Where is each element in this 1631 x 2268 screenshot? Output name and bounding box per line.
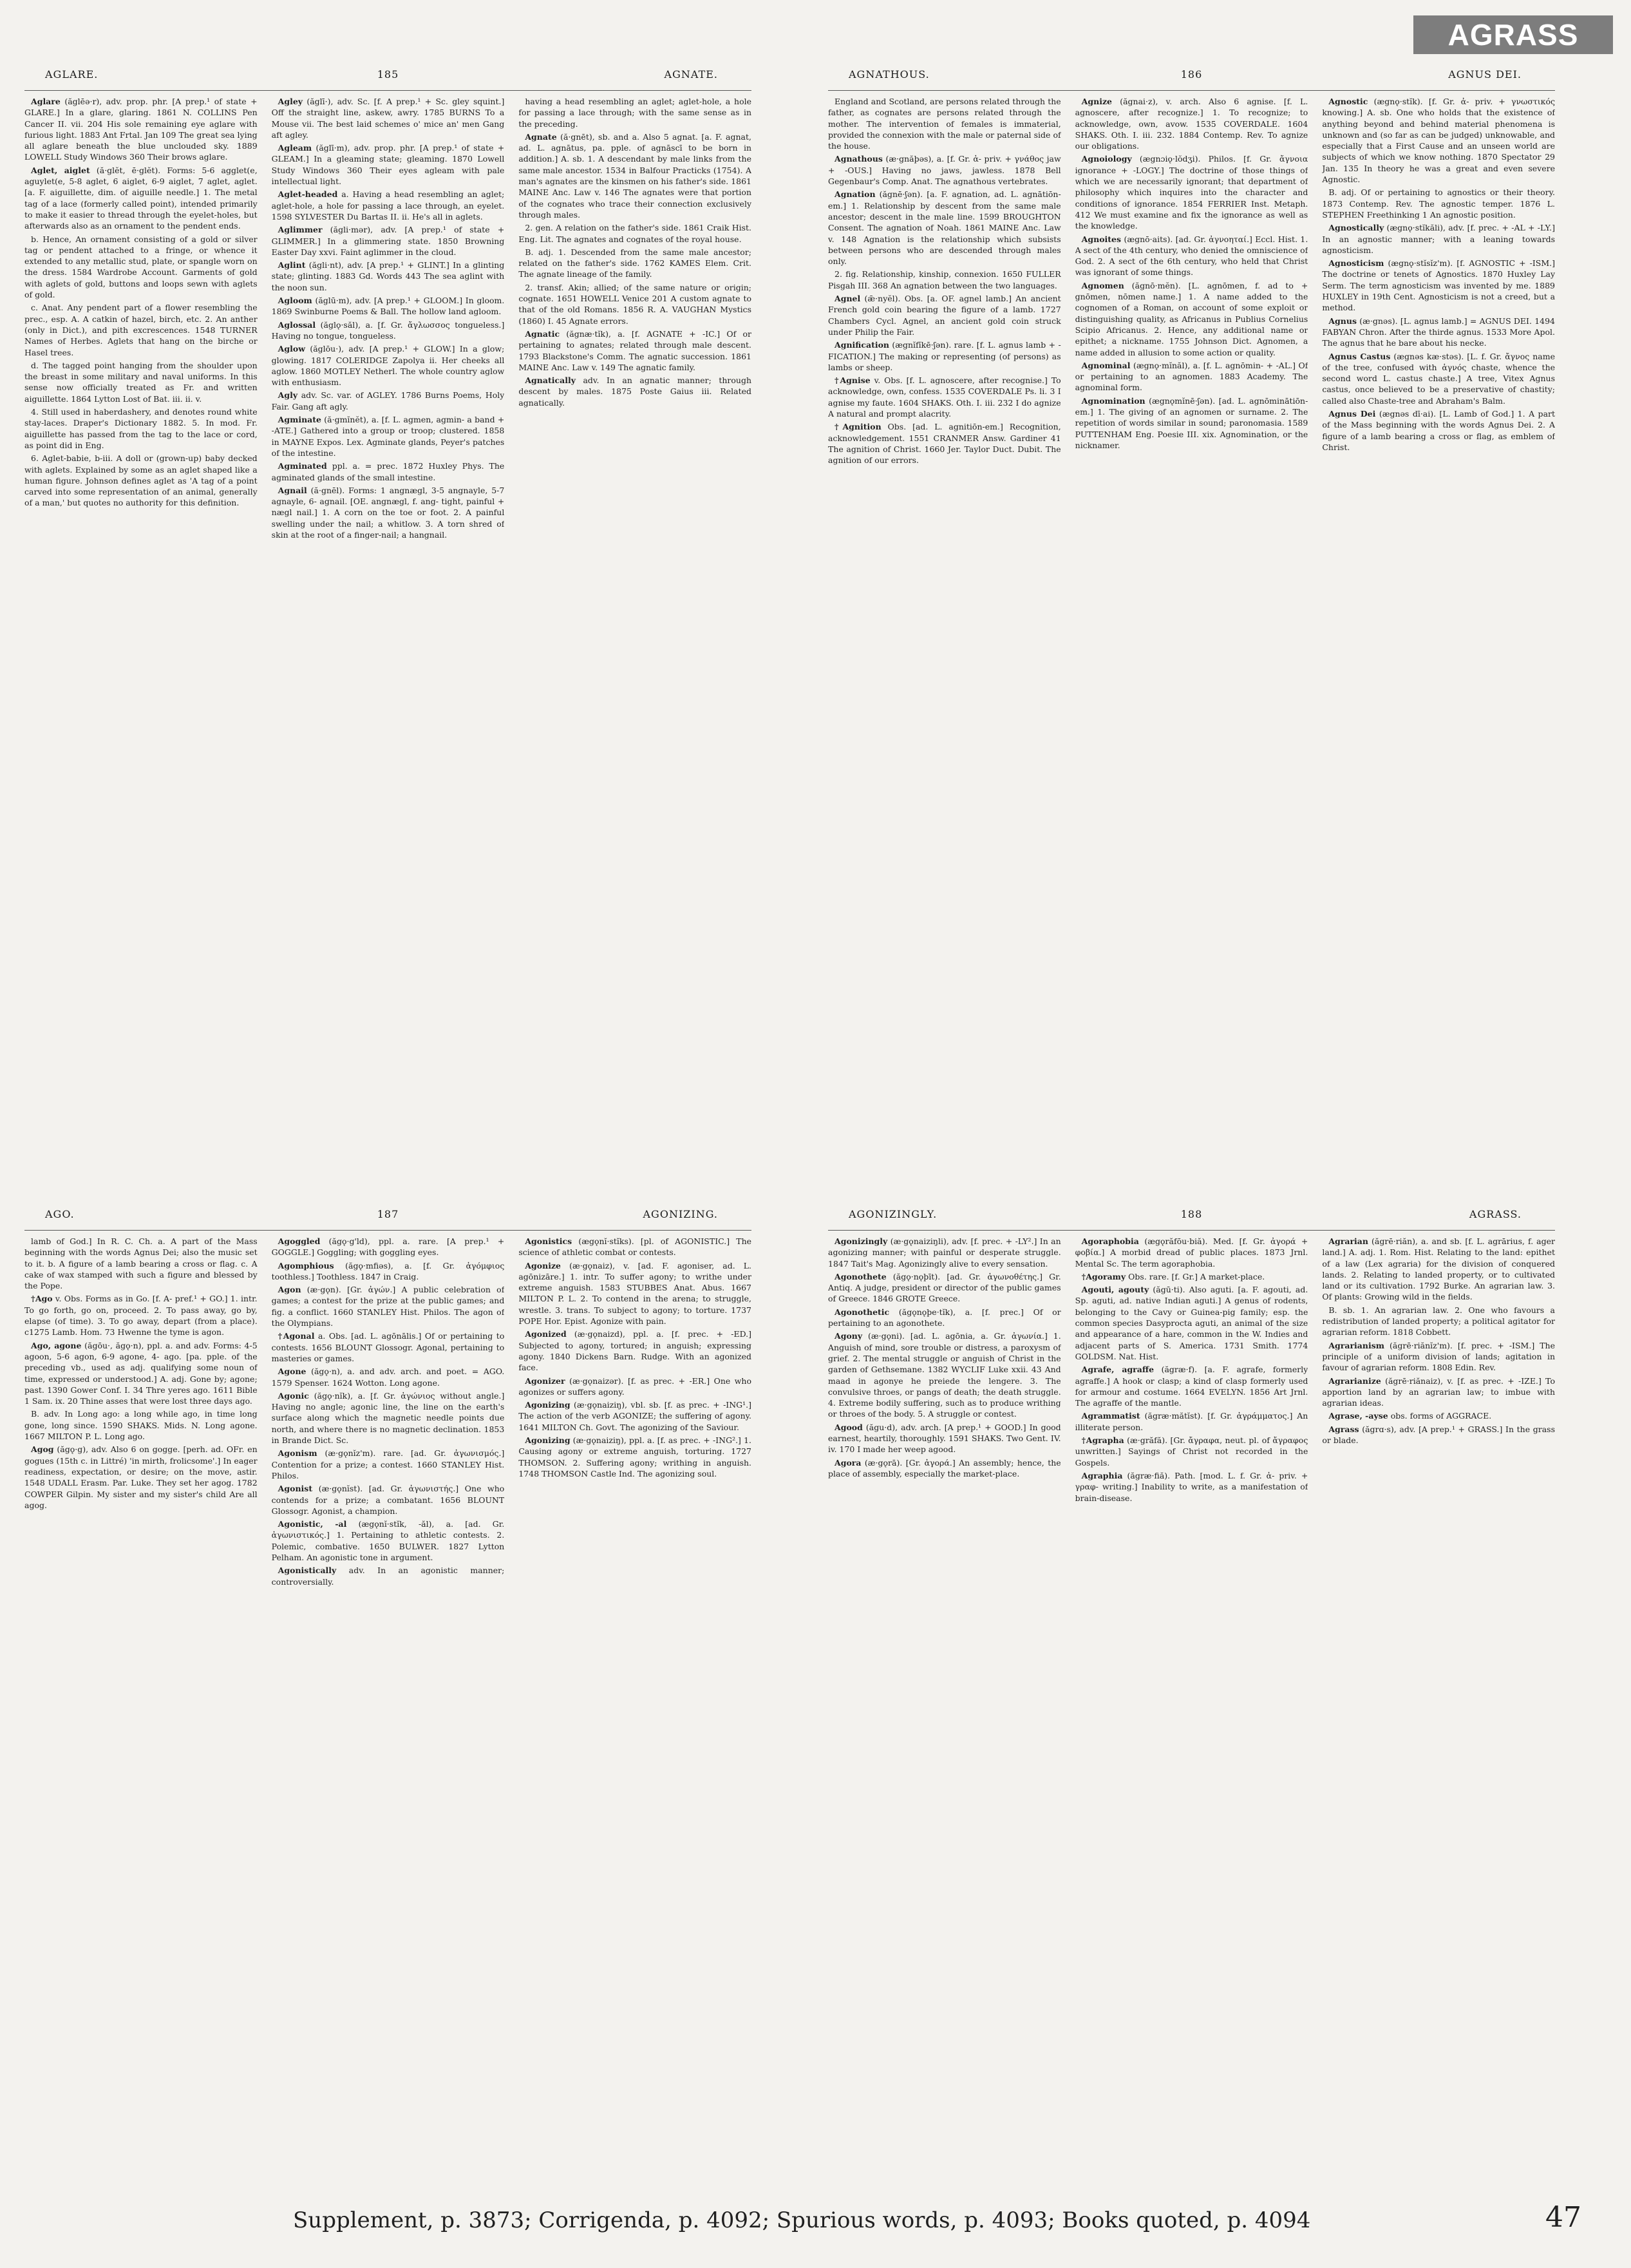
dictionary-entry	[1322, 351, 1555, 406]
dictionary-entry	[1322, 1410, 1555, 1421]
dictionary-entry	[24, 1340, 258, 1407]
entry-headword: Ago, agone	[31, 1340, 82, 1350]
entry-text: (ăglī·), adv. Sc. [f. A prep.¹ + Sc. gley squint.] Off the straight line, askew, awry. 1785 BURNS To a Mouse vii. The best laid schemes o' mice an' men Gang aft agley.	[271, 97, 505, 140]
entry-text: (ăglū·m), adv. [A prep.¹ + GLOOM.] In gloom. 1869 Swinburne Poems & Ball. The hollow land agloom.	[271, 296, 505, 317]
dictionary-entry	[828, 1307, 1061, 1329]
entry-text: (ă·gnēt), sb. and a. Also 5 agnat. [a. F. agnat, ad. L. agnātus, pa. pple. of agnāscī to be born in addition.] A. sb. 1. A descendant by male links from the same male ancestor. 1534 in Balfour Practicks (1754). A man's agnates are the kinsmen on his father's side. 1861 MAINE Anc. Law v. 146 The agnates were that portion of the cognates who trace their connection exclusively through males.	[518, 131, 752, 220]
entry-text: 4. Still used in haberdashery, and denotes round white stay-laces. Draper's Dictionary 1882. 5. In mod. Fr. aiguillette has passed from the tag to the lace or cord, as point did in Eng.	[24, 407, 258, 450]
entry-headword: Agnate	[525, 131, 557, 142]
entry-headword: Agnathous	[834, 154, 883, 164]
dictionary-entry	[272, 1483, 505, 1517]
dictionary-entry	[1322, 96, 1555, 185]
entry-headword: Agoggled	[278, 1236, 321, 1246]
entry-text: (ægnǫ·stĭkăli), adv. [f. prec. + -AL + -LY.] In an agnostic manner; with a leaning towards agnosticism.	[1322, 223, 1556, 255]
dictionary-entry	[518, 96, 751, 129]
dictionary-entry	[828, 189, 1061, 267]
entry-headword: Agrase, -ayse	[1328, 1411, 1388, 1421]
entry-text: (æ·gǫnaiziŋli), adv. [f. prec. + -LY².] In an agonizing manner; with painful or desperate struggle. 1847 Tait's Mag. Agonizingly alive to every sensation.	[828, 1236, 1061, 1269]
entry-text: (ægnəs dī·ai). [L. Lamb of God.] 1. A part of the Mass beginning with the words Agnus Dei. 2. A figure of a lamb bearing a cross or flag, as emblem of Christ.	[1322, 409, 1556, 452]
running-head-right: AGRASS.	[1469, 1208, 1522, 1220]
entry-text: 2. fig. Relationship, kinship, connexion. 1650 FULLER Pisgah III. 368 An agnation between the two languages.	[828, 269, 1061, 290]
dictionary-entry	[272, 224, 505, 258]
dictionary-entry	[272, 319, 505, 342]
dictionary-entry	[272, 1260, 505, 1283]
dictionary-entry	[1075, 153, 1308, 231]
entry-headword: Agnus Castus	[1328, 351, 1391, 361]
entry-text: lamb of God.] In R. C. Ch. a. A part of the Mass beginning with the words Agnus Dei; also the music set to it. b. A figure of a lamb bearing a cross or flag. c. A cake of wax stamped with such a figure and blessed by the Pope.	[24, 1236, 258, 1291]
entry-headword: Agonistic, -al	[278, 1519, 347, 1529]
dictionary-entry	[1075, 395, 1308, 451]
entry-text: (ăgū·ti). Also aguti. [a. F. agouti, ad. Sp. aguti, ad. native Indian aguti.] A genus of rodents, belonging to the Cavy or Guinea-pig family; esp. the common species Dasyprocta aguti, an animal of the size and appearance of a hare, common in the W. Indies and adjacent parts of S. America. 1731 Smith. 1774 GOLDSM. Nat. Hist.	[1075, 1285, 1308, 1361]
dictionary-entry	[272, 390, 505, 412]
running-head	[823, 1204, 1560, 1230]
dictionary-entry	[272, 1330, 505, 1364]
page-188	[823, 1204, 1560, 2228]
entry-headword: Agnatic	[525, 328, 560, 339]
dictionary-entry	[518, 1260, 751, 1327]
dictionary-entry	[1075, 360, 1308, 393]
entry-headword: Aglare	[31, 97, 61, 106]
entry-text: a. Obs. [ad. L. agōnālis.] Of or pertaining to contests. 1656 BLOUNT Glossogr. Agonal, pertaining to masteries or games.	[271, 1331, 505, 1363]
entry-headword: Agnification	[834, 340, 890, 350]
running-head-left: AGLARE.	[45, 68, 99, 80]
entry-headword: Agomphious	[278, 1260, 334, 1271]
text-column	[518, 1236, 751, 2224]
entry-headword: Agony	[834, 1331, 863, 1341]
entry-text: (ægnǫ·stĭk). [f. Gr. ἀ- priv. + γνωστικός knowing.] A. sb. One who holds that the existence of anything beyond and behind material phenomena is unknown and (so far as can be judged) unknowable, and especially that a First Cause and an unseen world are subjects of which we know nothing. 1870 Spectator 29 Jan. 135 In theory he was a great and even severe Agnostic.	[1322, 97, 1556, 185]
dictionary-entry	[518, 375, 751, 408]
dictionary-entry	[1322, 1424, 1555, 1446]
entry-text: (ă·glĕt, ē·glĕt). Forms: 5-6 agglet(e, aguylet(e, 5-8 aglet, 6 aiglet, 6-9 aiglet, 7 aglet, aglet. [a. F. aiguillette, dim. of aiguille needle.] 1. The metal tag of a lace (formerly called point), intended primarily to make it easier to thread through the eyelet-holes, but afterwards also as an ornament to the pendent ends.	[24, 165, 258, 231]
dictionary-entry	[1322, 408, 1555, 453]
entry-text: (ægnǫ·mĭnăl), a. [f. L. agnōmin- + -AL.] Of or pertaining to an agnomen. 1883 Academy. The agnominal form.	[1075, 360, 1308, 393]
dictionary-entry	[24, 302, 258, 357]
dictionary-entry	[828, 1330, 1061, 1419]
dictionary-entry	[1075, 1470, 1308, 1504]
entry-text: (ă·gmĭnĕt), a. [f. L. agmen, agmin- a band + -ATE.] Gathered into a group or troop; clustered. 1858 in MAYNE Expos. Lex. Agminate glands, Peyer's patches of the intestine.	[271, 415, 505, 458]
entry-headword: Agonizer	[525, 1375, 565, 1386]
text-column	[1322, 1236, 1555, 2224]
text-column	[272, 1236, 505, 2224]
entry-text: 6. Aglet-babie, b-iii. A doll or (grown-up) baby decked with aglets. Explained by some as an aglet shaped like a human figure. Johnson defines aglet as 'A tag of a point carved into some representation of an animal, generally of a man,' but quotes no authority for this definition.	[24, 453, 258, 508]
entry-headword: Agon	[278, 1285, 301, 1295]
entry-text: (ăgrē·riănĭz'm). [f. prec. + -ISM.] The principle of a uniform division of lands; agitation in favour of agrarian reform. 1808 Edin. Rev.	[1322, 1340, 1556, 1373]
entry-headword: Aglossal	[278, 319, 316, 330]
entry-headword: Agonizingly	[834, 1236, 888, 1246]
dictionary-entry	[1075, 280, 1308, 358]
dictionary-entry	[1322, 187, 1555, 220]
entry-headword: Agoraphobia	[1081, 1236, 1139, 1246]
dictionary-entry	[1322, 1340, 1555, 1374]
entry-headword: †Agoramy	[1081, 1271, 1126, 1281]
entry-text: adv. Sc. var. of AGLEY. 1786 Burns Poems, Holy Fair. Gang aft agly.	[271, 390, 505, 411]
entry-headword: Agrass	[1328, 1424, 1359, 1434]
head-rule	[828, 90, 1555, 91]
dictionary-entry	[1075, 234, 1308, 278]
entry-headword: Aglimmer	[278, 225, 323, 235]
entry-headword: Agnostic	[1328, 97, 1368, 106]
entry-text: England and Scotland, are persons related through the father, as cognates are persons related through the mother. The intervention of females is immaterial, provided the connexion with the male or paternal side of the house.	[828, 97, 1061, 151]
entry-headword: Agnail	[278, 485, 307, 495]
entry-text: (ăgnai·z), v. arch. Also 6 agnise. [f. L. agnoscere, after recognize.] 1. To recognize; to acknowledge, own, avow. 1535 COVERDALE. 1604 SHAKS. Oth. I. iii. 232. 1884 Contemp. Rev. To agnize our obligations.	[1075, 97, 1308, 151]
dictionary-entry	[518, 282, 751, 326]
entry-headword: Agonothete	[834, 1271, 887, 1281]
entry-headword: Aglet, aiglet	[31, 165, 90, 175]
dictionary-entry	[1075, 96, 1308, 151]
entry-headword: Agonism	[278, 1448, 317, 1459]
entry-text: (ăgnē·ʃən). [a. F. agnation, ad. L. agnātiōn-em.] 1. Relationship by descent from the same male ancestor; descent in the male line. 1599 BROUGHTON Consent. The agnation of Noah. 1861 MAINE Anc. Law v. 148 Agnation is the relationship which subsists between persons who are descended through males only.	[828, 189, 1061, 267]
entry-text: (ăgōu·, ăgǫ·n), ppl. a. and adv. Forms: 4-5 agoon, 5-6 agon, 6-9 agone, 4- ago. [pa. pple. of the preceding vb., used as adj. qualifying some noun of time, expressed or understood.] A. adj. Gone by; agone; past. 1390 Gower Conf. I. 34 Thre yeres ago. 1611 Bible 1 Sam. ix. 20 Thine asses that were lost three days ago.	[24, 1340, 258, 1406]
dictionary-entry	[272, 1236, 505, 1258]
entry-headword: Agnus	[1328, 316, 1357, 326]
dictionary-entry	[272, 260, 505, 293]
entry-text: (ăgnō·mĕn). [L. agnōmen, f. ad to + gnōmen, nōmen name.] 1. A name added to the cognomen of a Roman, on account of some exploit or distinguishing quality, as Africanus in Publius Cornelius Scipio Africanus. 2. Hence, any additional name or epithet; a nickname. 1755 Johnson Dict. Agnomen, a name added in allusion to some action or quality.	[1075, 280, 1308, 357]
edge-tab: AGRASS	[1413, 15, 1613, 54]
page-187	[19, 1204, 757, 2228]
dictionary-entry	[828, 96, 1061, 151]
dictionary-entry	[518, 328, 751, 373]
entry-text: (æ·gǫnaiziŋ), vbl. sb. [f. as prec. + -ING¹.] The action of the verb AGONIZE; the suffering of agony. 1641 MILTON Ch. Govt. The agonizing of the Saviour.	[518, 1400, 752, 1432]
dictionary-entry	[24, 234, 258, 301]
entry-text: (ǣ·nyĕl). Obs. [a. OF. agnel lamb.] An ancient French gold coin bearing the figure of a lamb. 1727 Chambers Cycl. Agnel, an ancient gold coin struck under Philip the Fair.	[828, 294, 1061, 337]
entry-headword: Agleam	[278, 143, 312, 153]
text-column	[1075, 1236, 1308, 2224]
entry-text: (æ·gnəs). [L. agnus lamb.] = AGNUS DEI. 1494 FABYAN Chron. After the thirde agnus. 1533 More Apol. The agnus that he bare about his necke.	[1322, 316, 1556, 348]
entry-text: v. Obs. [f. L. agnoscere, after recognise.] To acknowledge, own, confess. 1535 COVERDALE Ps. li. 3 I agnise my faute. 1604 SHAKS. Oth. I. iii. 232 I do agnize A natural and prompt alacrity.	[828, 375, 1061, 419]
text-column	[518, 96, 751, 1084]
dictionary-entry	[272, 1518, 505, 1563]
entry-headword: Agnation	[834, 189, 876, 200]
entry-headword: Agonist	[278, 1484, 313, 1494]
entry-text: Obs. [ad. L. agnitiōn-em.] Recognition, acknowledgement. 1551 CRANMER Answ. Gardiner 41 The agnition of Christ. 1660 Jer. Taylor Duct. Dubit. The agnition of our errors.	[828, 422, 1061, 466]
entry-text: (ægnĭfĭkē·ʃən). rare. [f. L. agnus lamb + -FICATION.] The making or representing (of persons) as lambs or sheep.	[828, 340, 1061, 372]
dictionary-entry	[24, 406, 258, 451]
entry-text: (æ·gǫni). [ad. L. agōnia, a. Gr. ἀγωνία.] 1. Anguish of mind, sore trouble or distress, a paroxysm of grief. 2. The mental struggle or anguish of Christ in the garden of Gethsemane. 1382 WYCLIF Luke xxii. 43 And maad in agonye he preiede the lengere. 3. The convulsive throes, or pangs of death; the death struggle. 4. Extreme bodily suffering, such as to produce writhing or throes of the body. 5. A struggle or contest.	[828, 1331, 1061, 1419]
dictionary-entry	[24, 453, 258, 508]
entry-text: having a head resembling an aglet; aglet-hole, a hole for passing a lace through; with the same sense as in the preceding.	[518, 97, 752, 129]
text-column	[272, 96, 505, 1084]
entry-text: ppl. a. = prec. 1872 Huxley Phys. The agminated glands of the small intestine.	[271, 461, 505, 482]
entry-headword: Agraphia	[1081, 1470, 1123, 1480]
entry-text: 2. transf. Akin; allied; of the same nature or origin; cognate. 1651 HOWELL Venice 201 A custom agnate to that of the old Romans. 1856 R. A. VAUGHAN Mystics (1860) I. 45 Agnate errors.	[518, 282, 752, 326]
running-head-page-number: 186	[1180, 68, 1203, 80]
page-number: 47	[1545, 2201, 1581, 2234]
text-column	[1322, 96, 1555, 1084]
dictionary-entry	[1075, 1284, 1308, 1362]
entry-headword: Agminate	[278, 415, 321, 425]
entry-text: (æ·gǫnaiziŋ), ppl. a. [f. as prec. + -ING².] 1. Causing agony or extreme anguish, torturing. 1727 THOMSON. 2. Suffering agony; writhing in anguish. 1748 THOMSON Castle Ind. The agonizing soul.	[518, 1435, 752, 1479]
entry-text: (æ·gǫnaiz), v. [ad. F. agoniser, ad. L. agōnizāre.] 1. intr. To suffer agony; to writhe under extreme anguish. 1583 STUBBES Anat. Abus. 1667 MILTON P. L. 2. To contend in the arena; to struggle, wrestle. 3. trans. To subject to agony; to torture. 1737 POPE Hor. Epist. Agonize with pain.	[518, 1260, 752, 1327]
text-columns	[823, 96, 1560, 1084]
entry-text: (æ·gǫnĭst). [ad. Gr. ἀγωνιστής.] One who contends for a prize; a combatant. 1656 BLOUNT Glossogr. Agonist, a champion.	[271, 1484, 505, 1516]
entry-text: (ăgǫnǫþe·tĭk), a. [f. prec.] Of or pertaining to an agonothete.	[828, 1307, 1061, 1328]
entry-text: (ă·gnēl). Forms: 1 angnægl, 3-5 angnayle, 5-7 agnayle, 6- agnail. [OE. angnægl, f. ang- tight, painful + nægl nail.] 1. A corn on the toe or foot. 2. A painful swelling under the nail; a whitlow. 3. A torn shred of skin at the root of a finger-nail; a hangnail.	[271, 485, 505, 540]
entry-text: (ægǫnĭ·stĭks). [pl. of AGONISTIC.] The science of athletic combat or contests.	[518, 1236, 752, 1258]
dictionary-entry	[1322, 1375, 1555, 1409]
dictionary-entry	[518, 131, 751, 220]
dictionary-entry	[24, 1408, 258, 1442]
entry-text: 2. gen. A relation on the father's side. 1861 Craik Hist. Eng. Lit. The agnates and cognates of the royal house.	[518, 223, 752, 244]
entry-headword: Agrarianism	[1328, 1340, 1385, 1350]
running-head	[19, 64, 757, 90]
dictionary-entry	[1075, 1364, 1308, 1408]
running-head-left: AGNATHOUS.	[849, 68, 930, 80]
entry-text: adv. In an agnatic manner; through descent by males. 1875 Poste Gaius iii. Related agnatically.	[518, 375, 752, 408]
dictionary-entry	[24, 360, 258, 404]
entry-text: (æ·gǫnaizər). [f. as prec. + -ER.] One who agonizes or suffers agony.	[518, 1375, 752, 1397]
dictionary-entry	[518, 1435, 751, 1479]
dictionary-entry	[272, 96, 505, 140]
entry-headword: Aglow	[278, 344, 305, 354]
dictionary-entry	[828, 293, 1061, 337]
dictionary-entry	[1075, 1236, 1308, 1269]
entry-text: (ægnəs kæ·stəs). [L. f. Gr. ἄγνος name of the tree, confused with ἁγνός chaste, whence the second word L. castus chaste.] A tree, Vitex Agnus castus, once believed to be a preservative of chastity; called also Chaste-tree and Abraham's Balm.	[1322, 351, 1556, 406]
dictionary-entry	[272, 1284, 505, 1328]
entry-text: (ăgǫ·mfiəs), a. [f. Gr. ἀγόμφιος toothless.] Toothless. 1847 in Craig.	[271, 1260, 505, 1281]
entry-headword: Agley	[278, 97, 303, 106]
dictionary-entry	[828, 269, 1061, 291]
entry-text: (ăgǫ·nĭk), a. [f. Gr. ἀγώνιος without angle.] Having no angle; agonic line, the line on the earth's surface along which the magnetic needle points due north, and where there is no magnetic declination. 1853 in Brande Dict. Sc.	[271, 1390, 505, 1446]
entry-text: (ăgu·d), adv. arch. [A prep.¹ + GOOD.] In good earnest, heartily, thoroughly. 1591 SHAKS. Two Gent. IV. iv. 170 I made her weep agood.	[828, 1422, 1061, 1455]
entry-text: c. Anat. Any pendent part of a flower resembling the prec., esp. A. A catkin of hazel, birch, etc. 2. An anther (only in Dict.), and pith excrescences. 1548 TURNER Names of Herbes. Aglets that hang on the birche or Hasel trees.	[24, 303, 258, 357]
running-head	[823, 64, 1560, 90]
entry-text: (ăgǫ·g'ld), ppl. a. rare. [A prep.¹ + GOGGLE.] Goggling; with goggling eyes.	[271, 1236, 505, 1258]
dictionary-entry	[828, 339, 1061, 373]
dictionary-entry	[272, 142, 505, 187]
entry-headword: †Agnition	[834, 422, 881, 432]
entry-text: obs. forms of AGGRACE.	[1390, 1411, 1492, 1421]
running-head-left: AGONIZINGLY.	[849, 1208, 938, 1220]
dictionary-entry	[24, 1236, 258, 1291]
dictionary-entry	[518, 247, 751, 280]
entry-headword: †Ago	[31, 1294, 53, 1304]
dictionary-entry	[1322, 258, 1555, 313]
entry-headword: Agnoiology	[1081, 154, 1132, 164]
dictionary-entry	[24, 1293, 258, 1337]
entry-headword: Agnize	[1081, 97, 1112, 106]
head-rule	[828, 1230, 1555, 1231]
dictionary-entry	[272, 343, 505, 388]
dictionary-entry	[518, 1236, 751, 1258]
entry-text: (ăgli·nt), adv. [A prep.¹ + GLINT.] In a glinting state; glinting. 1883 Gd. Words 443 The sea aglint with the noon sun.	[271, 260, 505, 292]
entry-text: (ăgǫ·n), a. and adv. arch. and poet. = AGO. 1579 Spenser. 1624 Wotton. Long agone.	[271, 1366, 505, 1388]
text-column	[24, 96, 258, 1084]
text-column	[828, 96, 1061, 1084]
entry-text: B. adv. In Long ago: a long while ago, in time long gone, long since. 1590 SHAKS. Mids. N. Long agone. 1667 MILTON P. L. Long ago.	[24, 1409, 258, 1442]
dictionary-entry	[272, 1448, 505, 1481]
entry-text: a. Having a head resembling an aglet; aglet-hole, a hole for passing a lace through, an eyelet. 1598 SYLVESTER Du Bartas II. ii. He's all in aglets.	[271, 189, 505, 222]
footer-references: Supplement, p. 3873; Corrigenda, p. 4092; Spurious words, p. 4093; Books quoted, p. 4094	[293, 2207, 1311, 2233]
entry-text: (æ·gnăþəs), a. [f. Gr. ἀ- priv. + γνάθος jaw + -OUS.] Having no jaws, jawless. 1878 Bell Gegenbaur's Comp. Anat. The agnathous vertebrates.	[828, 154, 1061, 187]
entry-headword: Agnel	[834, 294, 861, 304]
entry-headword: Agonic	[278, 1390, 309, 1401]
entry-text: (ăglī·m), adv. prop. phr. [A prep.¹ of state + GLEAM.] In a gleaming state; gleaming. 1870 Lowell Study Windows 360 Their eyes agleam with pale intellectual light.	[271, 143, 505, 187]
dictionary-entry	[272, 414, 505, 458]
entry-headword: Agonized	[525, 1329, 567, 1339]
entry-text: (æ·gǫrā). [Gr. ἀγορά.] An assembly; hence, the place of assembly, especially the market-place.	[828, 1457, 1061, 1479]
entry-headword: Agonize	[525, 1260, 561, 1271]
entry-headword: Agonistically	[278, 1565, 337, 1576]
dictionary-entry	[272, 460, 505, 483]
entry-text: B. sb. 1. An agrarian law. 2. One who favours a redistribution of landed property; a political agitator for agrarian reform. 1818 Cobbett.	[1322, 1305, 1556, 1337]
entry-text: (ăglōu·), adv. [A prep.¹ + GLOW.] In a glow; glowing. 1817 COLERIDGE Zapolya ii. Her cheeks all aglow. 1860 MOTLEY Netherl. The whole country aglow with enthusiasm.	[271, 344, 505, 388]
entry-text: (ăglǫ·săl), a. [f. Gr. ἄγλωσσος tongueless.] Having no tongue, tongueless.	[271, 319, 505, 341]
dictionary-entry	[828, 421, 1061, 466]
entry-text: v. Obs. Forms as in Go. [f. A- pref.¹ + GO.] 1. intr. To go forth, go on, proceed. 2. To pass away, go by, elapse (of time). 3. To go away, depart (from a place). c1275 Lamb. Hom. 73 Hwenne the tyme is agon.	[24, 1294, 258, 1337]
entry-text: (ăgli·mər), adv. [A prep.¹ of state + GLIMMER.] In a glimmering state. 1850 Browning Easter Day xxvi. Faint aglimmer in the cloud.	[271, 225, 505, 257]
entry-text: (ăgrē·riănaiz), v. [f. as prec. + -IZE.] To apportion land by an agrarian law; to imbue with agrarian ideas.	[1322, 1375, 1556, 1408]
entry-text: (ægnɔiǫ·lŏdʒi). Philos. [f. Gr. ἄγνοια ignorance + -LOGY.] The doctrine of those things of which we are necessarily ignorant; that department of philosophy which inquires into the character and conditions of ignorance. 1854 FERRIER Inst. Metaph. 412 We must examine and fix the ignorance as well as the knowledge.	[1075, 154, 1308, 231]
entry-text: (ægǫnĭ·stĭk, -ăl), a. [ad. Gr. ἀγωνιστικός.] 1. Pertaining to athletic contests. 2. Polemic, combative. 1650 BULWER. 1827 Lytton Pelham. An agonistic tone in argument.	[271, 1519, 505, 1563]
dictionary-entry	[24, 165, 258, 232]
entry-headword: Agnus Dei	[1328, 409, 1376, 419]
entry-text: B. adj. 1. Descended from the same male ancestor; related on the father's side. 1762 KAMES Elem. Crit. The agnate lineage of the family.	[518, 247, 752, 279]
entry-text: d. The tagged point hanging from the shoulder upon the breast in some military and naval uniforms. In this sense now officially treated as Fr. and written aiguillette. 1864 Lytton Lost of Bat. iii. ii. v.	[24, 360, 258, 404]
dictionary-entry	[272, 1565, 505, 1587]
text-columns	[19, 1236, 757, 2224]
dictionary-entry	[24, 1444, 258, 1511]
running-head-page-number: 188	[1180, 1208, 1203, 1220]
head-rule	[24, 90, 751, 91]
entry-headword: Agonizing	[525, 1435, 570, 1446]
dictionary-entry	[1322, 1305, 1555, 1338]
dictionary-entry	[272, 295, 505, 317]
entry-text: (ăgrē·riăn), a. and sb. [f. L. agrārius, f. ager land.] A. adj. 1. Rom. Hist. Relating to the land: epithet of a law (Lex agraria) for the division of conquered lands. 2. Relating to landed property, or to cultivated land or its cultivation. 1792 Burke. An agrarian law. 3. Of plants: Growing wild in the fields.	[1322, 1236, 1556, 1302]
dictionary-entry	[1075, 1271, 1308, 1282]
text-columns	[19, 96, 757, 1084]
dictionary-entry	[272, 1366, 505, 1388]
entry-headword: Aglet-headed	[278, 189, 338, 200]
entry-headword: Agog	[31, 1444, 54, 1455]
entry-headword: Agora	[834, 1457, 862, 1468]
entry-headword: Agnostically	[1328, 223, 1384, 233]
entry-headword: Agood	[834, 1422, 863, 1432]
entry-headword: Aglint	[278, 260, 306, 270]
entry-text: B. adj. Of or pertaining to agnostics or their theory. 1873 Contemp. Rev. The agnostic temper. 1876 L. STEPHEN Freethinking 1 An agnostic position.	[1322, 187, 1556, 220]
entry-text: (ægnǫmĭnē·ʃən). [ad. L. agnōminātiōn-em.] 1. The giving of an agnomen or surname. 2. The repetition of words similar in sound; paronomasia. 1589 PUTTENHAM Eng. Poesie III. xix. Agnomination, or the nicknamer.	[1075, 395, 1308, 450]
entry-headword: †Agrapha	[1081, 1435, 1124, 1446]
entry-text: (ăgræ·fiă). Path. [mod. L. f. Gr. ἀ- priv. + γραφ- writing.] Inability to write, as a manifestation of brain-disease.	[1075, 1470, 1308, 1503]
entry-text: (æ·gǫn). [Gr. ἀγών.] A public celebration of games; a contest for the prize at the public games; and fig. a conflict. 1660 STANLEY Hist. Philos. The agon of the Olympians.	[271, 1285, 505, 1328]
dictionary-entry	[828, 1457, 1061, 1480]
entry-text: (ægǫrăfōu·biă). Med. [f. Gr. ἀγορά + φοβία.] A morbid dread of public places. 1873 Jrnl. Mental Sc. The term agoraphobia.	[1075, 1236, 1308, 1269]
entry-text: (æ·gǫnĭz'm). rare. [ad. Gr. ἀγωνισμός.] Contention for a prize; a contest. 1660 STANLEY Hist. Philos.	[271, 1448, 505, 1480]
entry-headword: Agnoites	[1081, 234, 1122, 244]
entry-headword: Agrammatist	[1081, 1411, 1140, 1421]
text-column	[828, 1236, 1061, 2224]
entry-text: Obs. rare. [f. Gr.] A market-place.	[1128, 1271, 1265, 1281]
entry-text: (ægnǫ·stĭsĭz'm). [f. AGNOSTIC + -ISM.] The doctrine or tenets of Agnostics. 1870 Huxley Lay Serm. The term agnosticism was invented by me. 1889 HUXLEY in 19th Cent. Agnosticism is not a creed, but a method.	[1322, 258, 1556, 313]
entry-text: (æ·grăfă). [Gr. ἄγραφα, neut. pl. of ἄγραφος unwritten.] Sayings of Christ not recorded in the Gospels.	[1075, 1435, 1308, 1468]
running-head-page-number: 185	[377, 68, 399, 80]
entry-headword: Agnomen	[1081, 280, 1124, 290]
dictionary-entry	[828, 1271, 1061, 1305]
running-head-right: AGNATE.	[664, 68, 718, 80]
entry-text: adv. In an agonistic manner; controversially.	[271, 1565, 505, 1587]
entry-text: b. Hence, An ornament consisting of a gold or silver tag or pendent attached to a fringe, or whence it extended to any metallic stud, plate, or spangle worn on the dress. 1584 Wardrobe Account. Garments of gold with aglets of gold, buttons and loops sewn with aglets of gold.	[24, 234, 258, 300]
dictionary-entry	[518, 1328, 751, 1373]
dictionary-entry	[272, 1390, 505, 1446]
entry-headword: Agnatically	[525, 375, 576, 386]
running-head-right: AGONIZING.	[643, 1208, 718, 1220]
entry-text: (ăgǫ·g), adv. Also 6 on gogge. [perh. ad. OFr. en gogues (15th c. in Littré) 'in mirth, frolicsome'.] In eager readiness, expectation, or desire; on the move, astir. 1548 UDALL Erasm. Par. Luke. They set her agog. 1782 COWPER Gilpin. My sister and my sister's child Are all agog.	[24, 1444, 258, 1510]
dictionary-entry	[1075, 1410, 1308, 1433]
entry-text: (ăgrɑ·s), adv. [A prep.¹ + GRASS.] In the grass or blade.	[1322, 1424, 1556, 1446]
entry-text: (ăgræ·mătĭst). [f. Gr. ἀγράμματος.] An illiterate person.	[1075, 1411, 1308, 1432]
entry-headword: Agrafe, agraffe	[1081, 1365, 1155, 1375]
entry-text: (ăgræ·f). [a. F. agrafe, formerly agraffe.] A hook or clasp; a kind of clasp formerly used for armour and costume. 1664 EVELYN. 1856 Art Jrnl. The agraffe of the mantle.	[1075, 1365, 1308, 1408]
running-head-left: AGO.	[45, 1208, 75, 1220]
running-head-right: AGNUS DEI.	[1448, 68, 1522, 80]
head-rule	[24, 1230, 751, 1231]
dictionary-entry	[272, 189, 505, 222]
dictionary-entry	[1322, 1236, 1555, 1303]
dictionary-entry	[1322, 222, 1555, 256]
dictionary-entry	[24, 96, 258, 163]
page-186	[823, 64, 1560, 1088]
entry-headword: Agloom	[278, 296, 312, 306]
entry-headword: Agonistics	[525, 1236, 572, 1246]
dictionary-entry	[1075, 1435, 1308, 1468]
entry-text: (ăgnæ·tĭk), a. [f. AGNATE + -IC.] Of or pertaining to agnates; related through male descent. 1793 Blackstone's Comm. The agnatic succession. 1861 MAINE Anc. Law v. 149 The agnatic family.	[518, 328, 752, 372]
dictionary-entry	[1322, 316, 1555, 349]
entry-text: (ægnō·aits). [ad. Gr. ἀγνοηταί.] Eccl. Hist. 1. A sect of the 4th century, who denied the omniscience of God. 2. A sect of the 6th century, who held that Christ was ignorant of some things.	[1075, 234, 1308, 278]
dictionary-entry	[272, 485, 505, 540]
entry-headword: Agonothetic	[834, 1307, 890, 1317]
text-column	[1075, 96, 1308, 1084]
entry-headword: Agnomination	[1081, 395, 1145, 406]
dictionary-entry	[828, 153, 1061, 187]
running-head	[19, 1204, 757, 1230]
dictionary-entry	[828, 375, 1061, 419]
entry-headword: Agminated	[278, 461, 327, 471]
entry-headword: Agnominal	[1081, 360, 1131, 370]
page-185	[19, 64, 757, 1088]
dictionary-entry	[518, 1375, 751, 1398]
entry-headword: †Agnise	[834, 375, 871, 386]
entry-text: (ăglēə·r), adv. prop. phr. [A prep.¹ of state + GLARE.] In a glare, glaring. 1861 N. COLLINS Pen Cancer II. vii. 204 His sole remaining eye aglare with furious light. 1883 Ant Frtal. Jan 109 The great sea lying all aglare beneath the blue unclouded sky. 1889 LOWELL Study Windows 360 Their brows aglare.	[24, 97, 258, 162]
dictionary-entry	[518, 1399, 751, 1433]
entry-headword: Agrarianize	[1328, 1375, 1381, 1386]
running-head-page-number: 187	[377, 1208, 399, 1220]
entry-headword: Agnosticism	[1328, 258, 1384, 269]
text-columns	[823, 1236, 1560, 2224]
entry-headword: Agone	[278, 1366, 306, 1377]
entry-headword: Agonizing	[525, 1400, 570, 1410]
entry-headword: Agrarian	[1328, 1236, 1368, 1246]
dictionary-entry	[518, 222, 751, 245]
dictionary-entry	[828, 1422, 1061, 1455]
entry-headword: Agouti, agouty	[1081, 1285, 1149, 1295]
entry-text: (ăgǫ·nǫþīt). [ad. Gr. ἀγωνοθέτης.] Gr. Antiq. A judge, president or director of the public games of Greece. 1846 GROTE Greece.	[828, 1271, 1061, 1304]
text-column	[24, 1236, 258, 2224]
entry-headword: Agly	[278, 390, 298, 401]
dictionary-entry	[828, 1236, 1061, 1269]
entry-headword: †Agonal	[278, 1331, 315, 1341]
entry-text: (æ·gǫnaizd), ppl. a. [f. prec. + -ED.] Subjected to agony, tortured; in anguish; expressing agony. 1840 Dickens Barn. Rudge. With an agonized face.	[518, 1329, 752, 1373]
